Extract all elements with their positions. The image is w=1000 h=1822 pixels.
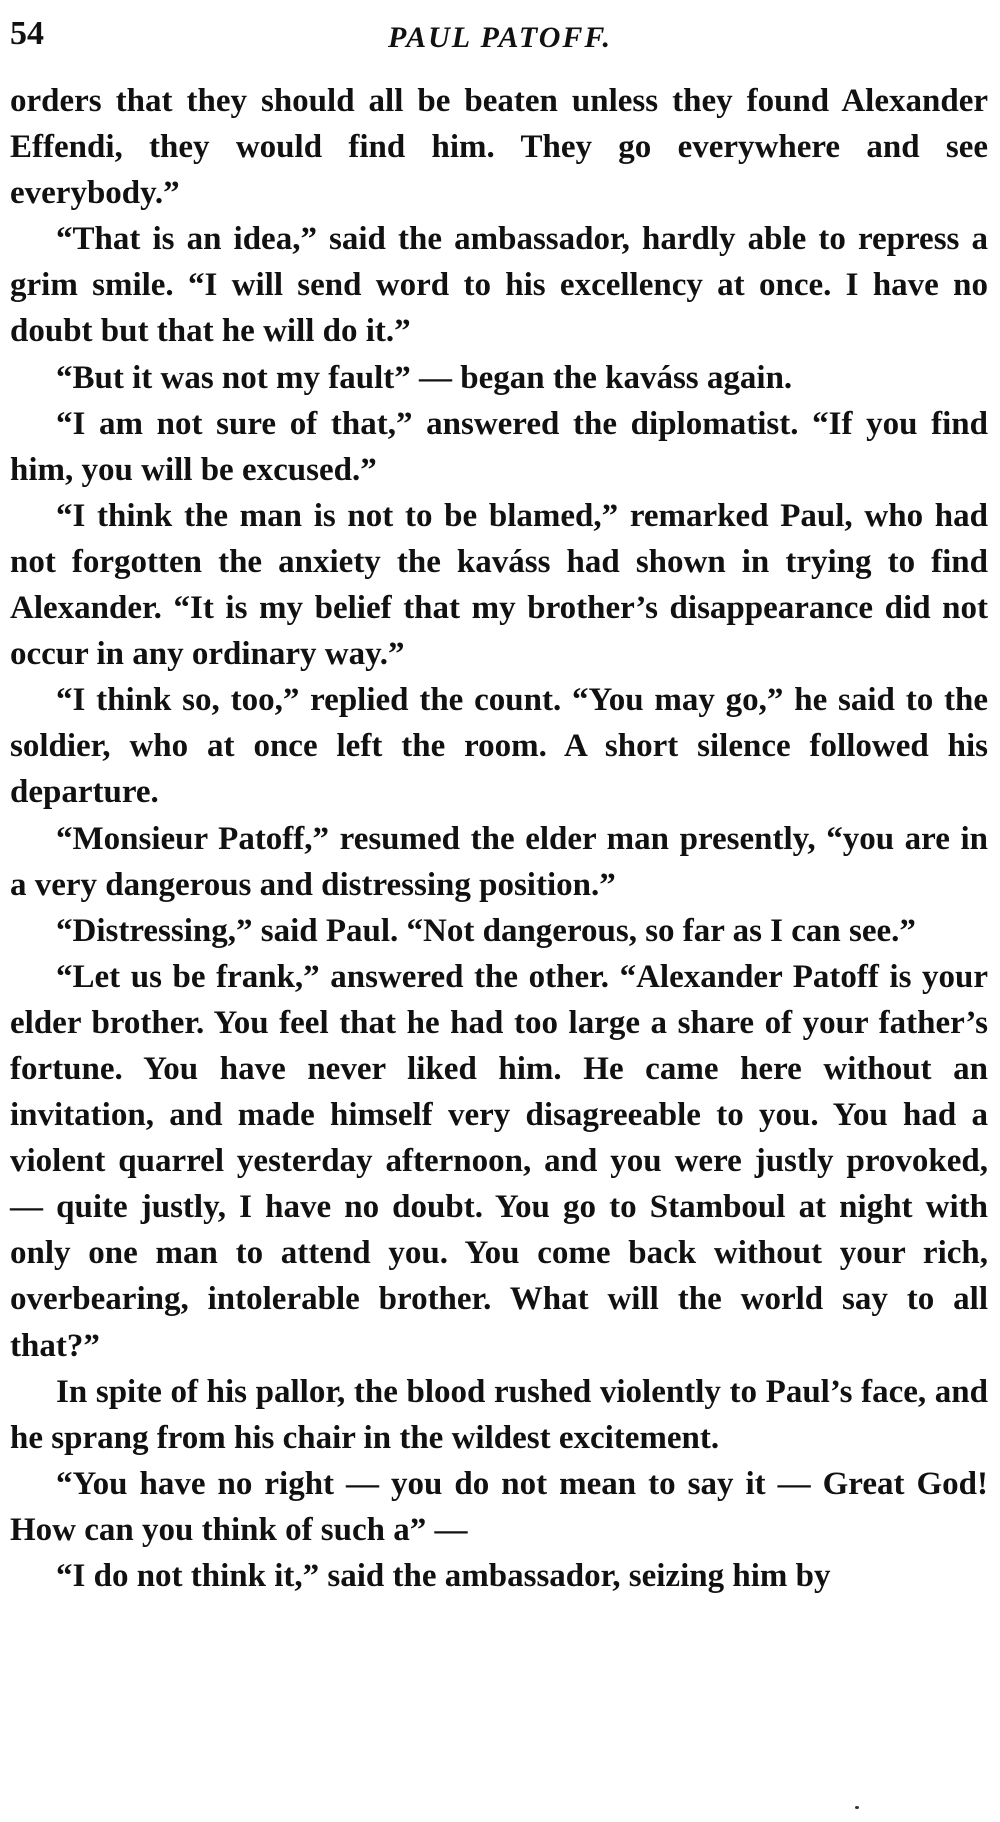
paragraph: “That is an idea,” said the ambassador, hardly able to repress a grim smile. “I will send word to his excellency at once. I have no doubt but that he will do it.” [10,221,988,350]
page-header [10,6,990,66]
paragraph: “I think so, too,” replied the count. “You may go,” he said to the soldier, who at once left the room. A short silence followed his departure. [10,682,988,811]
paragraph: “But it was not my fault” — began the kaváss again. [56,359,793,396]
paragraph: “I think the man is not to be blamed,” remarked Paul, who had not forgotten the anxiety the kaváss had shown in trying to find Alexander. “It is my belief that my brother’s disappearance did not occur in any ordinary way.” [10,497,988,673]
paragraph: orders that they should all be beaten unless they found Alexander Effendi, they would find him. They go everywhere and see everybody.” [10,83,988,212]
running-title: PAUL PATOFF. [387,21,613,54]
paragraph: “Monsieur Patoff,” resumed the elder man presently, “you are in a very dangerous and distressing position.” [10,820,988,903]
paragraph: “Let us be frank,” answered the other. “Alexander Patoff is your elder brother. You feel that he had too large a share of your father’s fortune. You have never liked him. He came here without an invitation, and made himself very disagreeable to you. You had a violent quarrel yesterday afternoon, and you were justly provoked, — quite justly, I have no doubt. You go to Stamboul at night with only one man to attend you. You come back without your rich, overbearing, intolerable brother. What will the world say to all that?” [10,958,988,1364]
page-number: 54 [10,15,44,52]
print-speck [855,1806,859,1809]
paragraph: In spite of his pallor, the blood rushed violently to Paul’s face, and he sprang from his chair in the wildest excitement. [10,1373,988,1456]
paragraph: “You have no right — you do not mean to say it — Great God! How can you think of such a” — [10,1465,988,1548]
paragraph: “Distressing,” said Paul. “Not dangerous, so far as I can see.” [56,912,916,949]
body-text [10,78,988,1599]
paragraph: “I am not sure of that,” answered the diplomatist. “If you find him, you will be excused.” [10,405,988,488]
paragraph: “I do not think it,” said the ambassador, seizing him by [56,1558,831,1594]
